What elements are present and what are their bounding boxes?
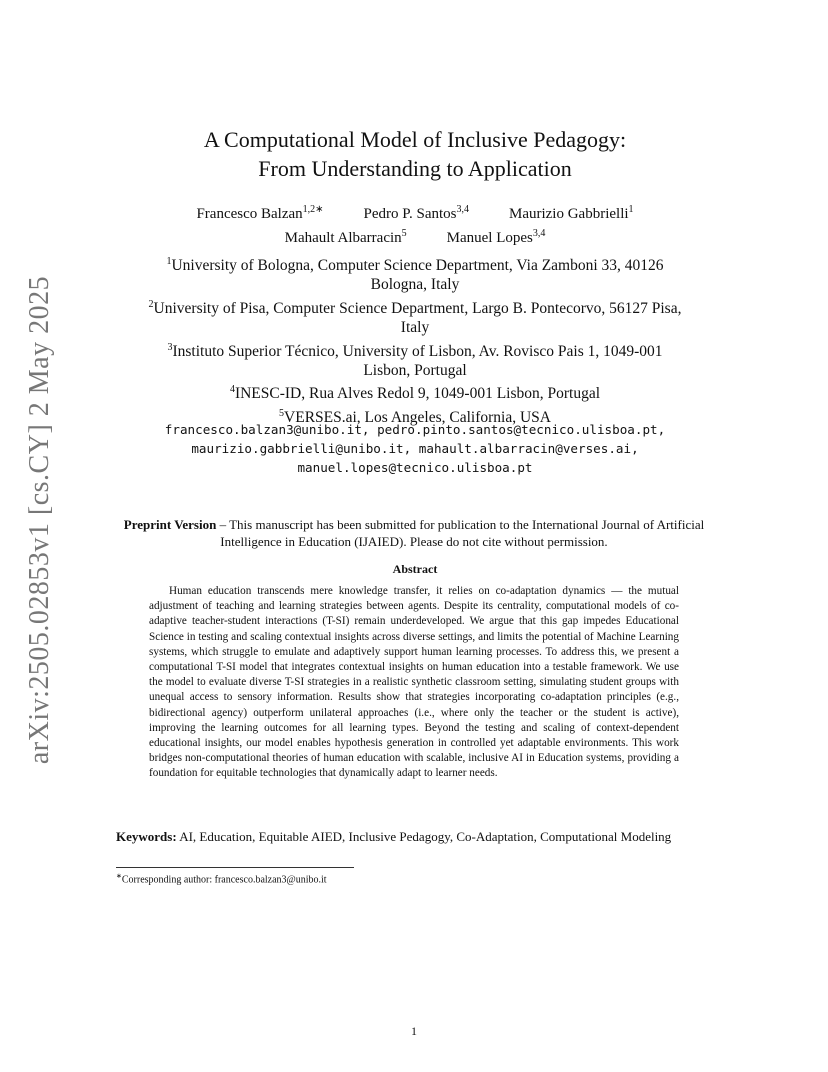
author: Maurizio Gabbrielli$^1$ [508, 204, 634, 222]
affiliation-continuation: Lisbon, Portugal [363, 361, 467, 379]
affiliation-continuation: Bologna, Italy [370, 276, 460, 294]
author-list [100, 200, 730, 248]
keywords [116, 828, 716, 845]
affiliation-continuation: Italy [400, 319, 430, 337]
title-line-1: A Computational Model of Inclusive Pedagogy: [203, 127, 627, 152]
affiliation: $^4$INESC-ID, Rua Alves Redol 9, 1049-001 Lisbon, Portugal [229, 384, 601, 403]
author: Francesco Balzan$^{1,2∗}$ [196, 204, 324, 222]
preprint-label: Preprint Version [123, 517, 217, 532]
email-line: maurizio.gabbrielli@unibo.it, mahault.albarracin@verses.ai, [191, 441, 639, 456]
arxiv-stamp [20, 275, 60, 765]
footnote [116, 870, 327, 886]
author: Mahault Albarracin$^5$ [284, 228, 407, 246]
footnote-rule [116, 867, 354, 868]
abstract-heading: Abstract [392, 562, 438, 576]
keywords-text: AI, Education, Equitable AIED, Inclusive Pedagogy, Co-Adaptation, Computational Modeling [176, 829, 672, 844]
title-line-2: From Understanding to Application [258, 156, 572, 181]
page-number: 1 [411, 1024, 417, 1038]
affiliation-list [100, 252, 730, 427]
author: Manuel Lopes$^{3,4}$ [446, 228, 546, 246]
affiliation: $^2$University of Pisa, Computer Science Department, Largo B. Pontecorvo, 56127 Pisa, [148, 298, 682, 317]
email-line: manuel.lopes@tecnico.ulisboa.pt [297, 460, 533, 475]
preprint-text: – This manuscript has been submitted for publication to the International Journal of Artificial Intelligence in Education (IJAIED). Please do not cite without permission. [216, 517, 705, 549]
author: Pedro P. Santos$^{3,4}$ [363, 204, 469, 222]
footnote-text: Corresponding author: francesco.balzan3@unibo.it [121, 874, 327, 886]
paper-title [100, 125, 730, 183]
arxiv-stamp-text: arXiv:2505.02853v1 [cs.CY] 2 May 2025 [24, 275, 56, 765]
affiliation: $^1$University of Bologna, Computer Science Department, Via Zamboni 33, 40126 [166, 256, 664, 275]
abstract-body: Human education transcends mere knowledge transfer, it relies on co-adaptation dynamics — the mutual adjustment of teaching and learning strategies between agents. Despite its centrality, computational models of co-adaptive teacher-student interactions (T-SI) remain underdeveloped. We argue that this gap impedes Educational Science in testing and scaling contextual insights across diverse settings, and limits the potential of Machine Learning systems, which struggle to emulate and adaptively support human learning processes. To address this, we present a computational T-SI model that integrates contextual insights on human education into a testable framework. We use the model to evaluate diverse T-SI strategies in a realistic synthetic classroom setting, simulating student groups with unequal access to sensory information. Results show that strategies incorporating co-adaptation principles (e.g., bidirectional agency) outperform unilateral approaches (i.e., where only the teacher or the student is active), improving the learning outcomes for all learning types. Beyond the testing and scaling of context-dependent educational insights, our model enables hypothesis generation in controlled yet adaptable environments. This work bridges non-computational theories of human education with scalable, inclusive AI in Education systems, providing a foundation for equitable technologies that dynamically adapt to learner needs. [149, 585, 679, 780]
keywords-label: Keywords: [116, 829, 177, 844]
preprint-notice [120, 516, 708, 550]
author-row-2 [100, 224, 730, 248]
author-row-1 [100, 200, 730, 224]
footnote-mark: ∗ [116, 872, 122, 880]
affiliation: $^5$VERSES.ai, Los Angeles, California, USA [279, 407, 551, 426]
email-list [100, 420, 730, 477]
email-line: francesco.balzan3@unibo.it, pedro.pinto.santos@tecnico.ulisboa.pt, [164, 422, 666, 437]
affiliation: $^3$Instituto Superior Técnico, University of Lisbon, Av. Rovisco Pais 1, 1049-001 [167, 341, 663, 360]
